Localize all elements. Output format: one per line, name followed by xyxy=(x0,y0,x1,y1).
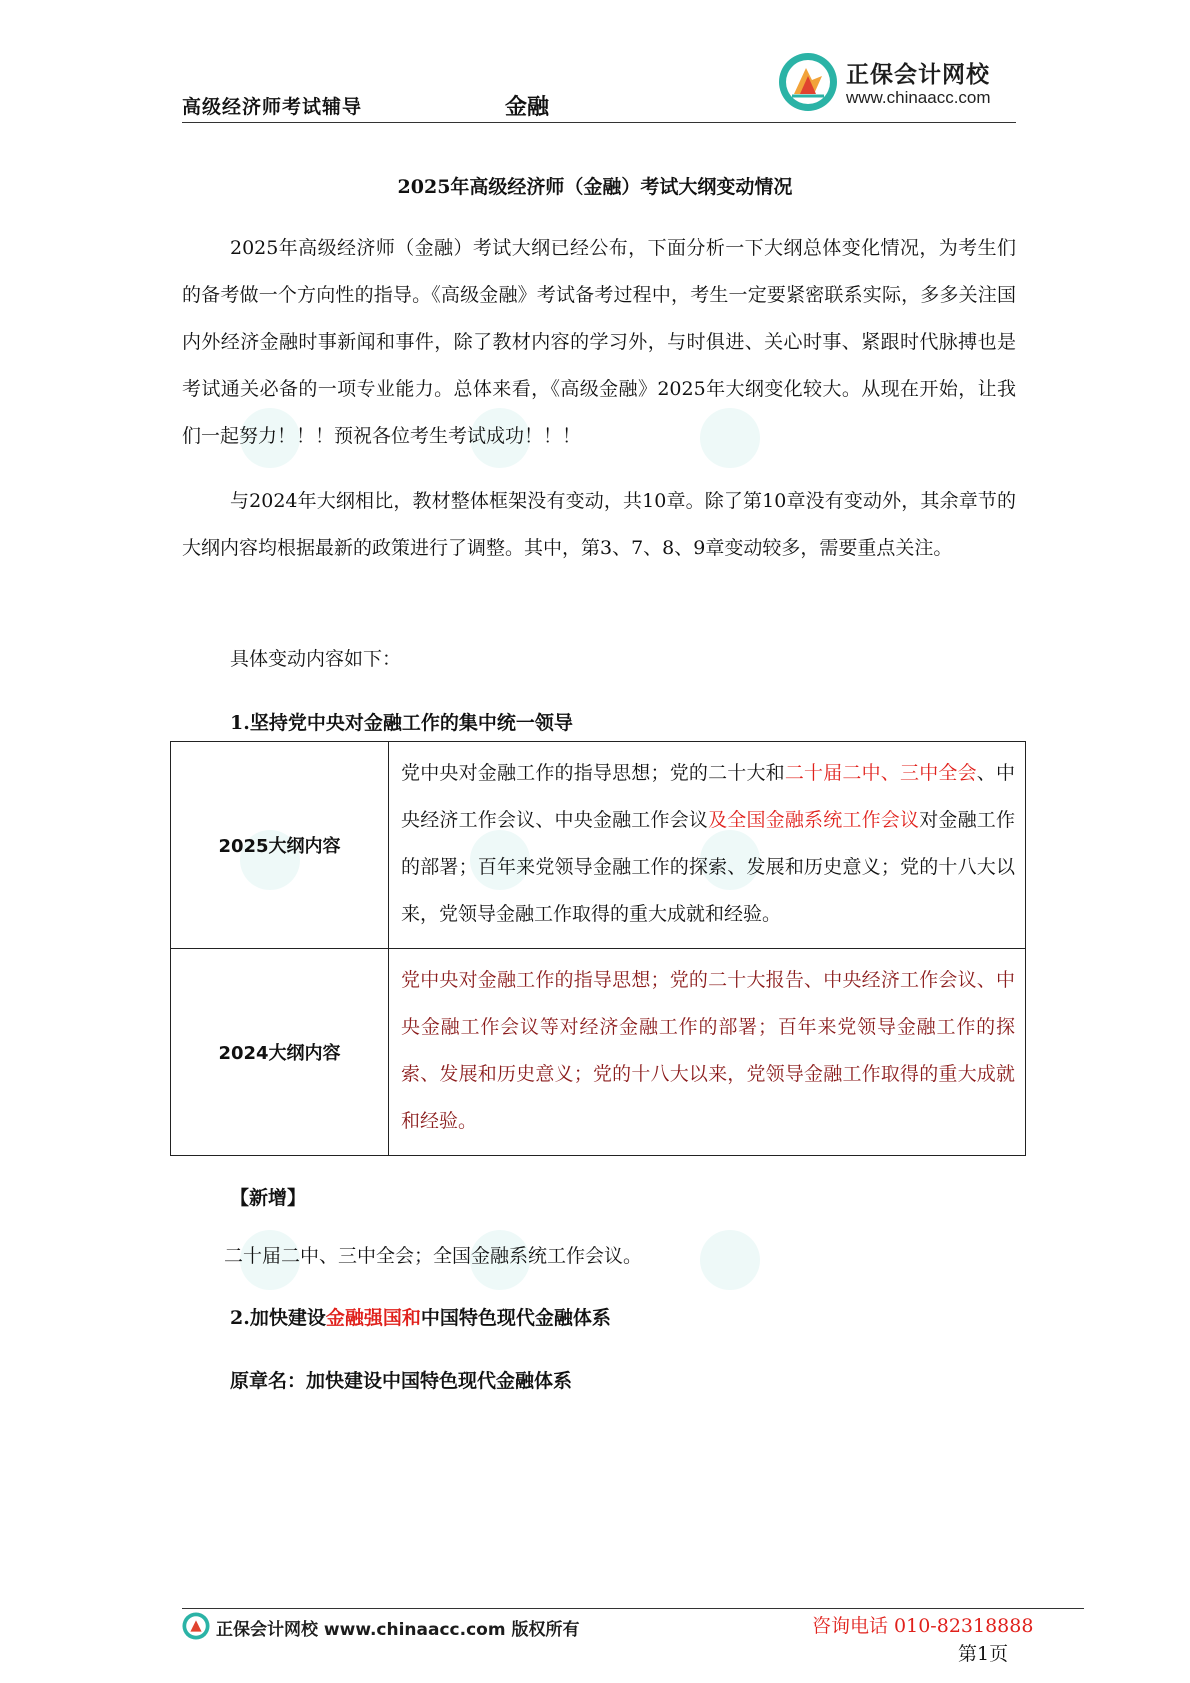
footer-phone: 咨询电话 010-82318888 xyxy=(812,1615,1034,1637)
text-part: 党中央对金融工作的指导思想；党的二十大和 xyxy=(401,762,785,784)
page-number: 第1页 xyxy=(958,1643,1009,1665)
footer-brand: 正保会计网校 www.chinaacc.com 版权所有 xyxy=(216,1620,580,1640)
footer-logo-icon xyxy=(182,1612,210,1640)
added-text: 二十届二中、三中全会；全国金融系统工作会议。 xyxy=(224,1245,643,1267)
new-text-highlight: 金融强国和 xyxy=(325,1307,421,1329)
section2-heading xyxy=(230,1303,611,1330)
new-text-highlight: 及全国金融系统工作会议 xyxy=(708,809,920,831)
document-title: 2025年高级经济师（金融）考试大纲变动情况 xyxy=(397,176,793,198)
intro-paragraph: 2025年高级经济师（金融）考试大纲已经公布，下面分析一下大纲总体变化情况，为考生们的备考做一个方向性的指导。《高级金融》考试备考过程中，考生一定要紧密联系实际，多多关注国内外经济金融时事新闻和事件，除了教材内容的学习外，与时俱进、关心时事、紧跟时代脉搏也是考试通关必备的一项专业能力。总体来看，《高级金融》2025年大纲变化较大。从现在开始，让我们一起努力！！！预祝各位考生考试成功！！！ xyxy=(182,237,1016,447)
heading-part: 中国特色现代金融体系 xyxy=(420,1307,611,1329)
header-rule xyxy=(182,122,1016,123)
original-chapter-name: 原章名：加快建设中国特色现代金融体系 xyxy=(230,1370,573,1392)
brand-url: www.chinaacc.com xyxy=(846,88,991,107)
header-left-title: 高级经济师考试辅导 xyxy=(182,96,363,118)
row-2025-content xyxy=(389,742,1026,949)
brand-name: 正保会计网校 xyxy=(846,62,990,88)
details-intro: 具体变动内容如下： xyxy=(230,648,402,670)
text-part: 对金融工作的部署；百年来党领导金融工作的探索、发展和历史意义；党的十八大以来，党领导金融工作取得的重大成就和经验。 xyxy=(401,809,1015,925)
heading-part: 2.加快建设 xyxy=(230,1307,326,1329)
compare-paragraph: 与2024年大纲相比，教材整体框架没有变动，共10章。除了第10章没有变动外，其余章节的大纲内容均根据最新的政策进行了调整。其中，第3、7、8、9章变动较多，需要重点关注。 xyxy=(182,490,1016,559)
row-2024-label: 2024大纲内容 xyxy=(171,949,389,1156)
new-text-highlight: 二十届二中、三中全会 xyxy=(784,762,977,784)
section1-heading: 1.坚持党中央对金融工作的集中统一领导 xyxy=(230,712,573,734)
footer-rule xyxy=(182,1608,1084,1609)
brand-logo-icon xyxy=(778,52,838,112)
comparison-table xyxy=(170,741,1026,1156)
text-part: 、中央经济工作会议、中央金融工作会议 xyxy=(401,762,1015,831)
row-2025-label: 2025大纲内容 xyxy=(171,742,389,949)
header-subject: 金融 xyxy=(505,94,550,120)
table-row xyxy=(171,742,1026,949)
added-label: 【新增】 xyxy=(230,1187,307,1209)
row-2024-content: 党中央对金融工作的指导思想；党的二十大报告、中央经济工作会议、中央金融工作会议等对经济金融工作的部署；百年来党领导金融工作的探索、发展和历史意义；党的十八大以来，党领导金融工作取得的重大成就和经验。 xyxy=(389,949,1026,1156)
table-row xyxy=(171,949,1026,1156)
